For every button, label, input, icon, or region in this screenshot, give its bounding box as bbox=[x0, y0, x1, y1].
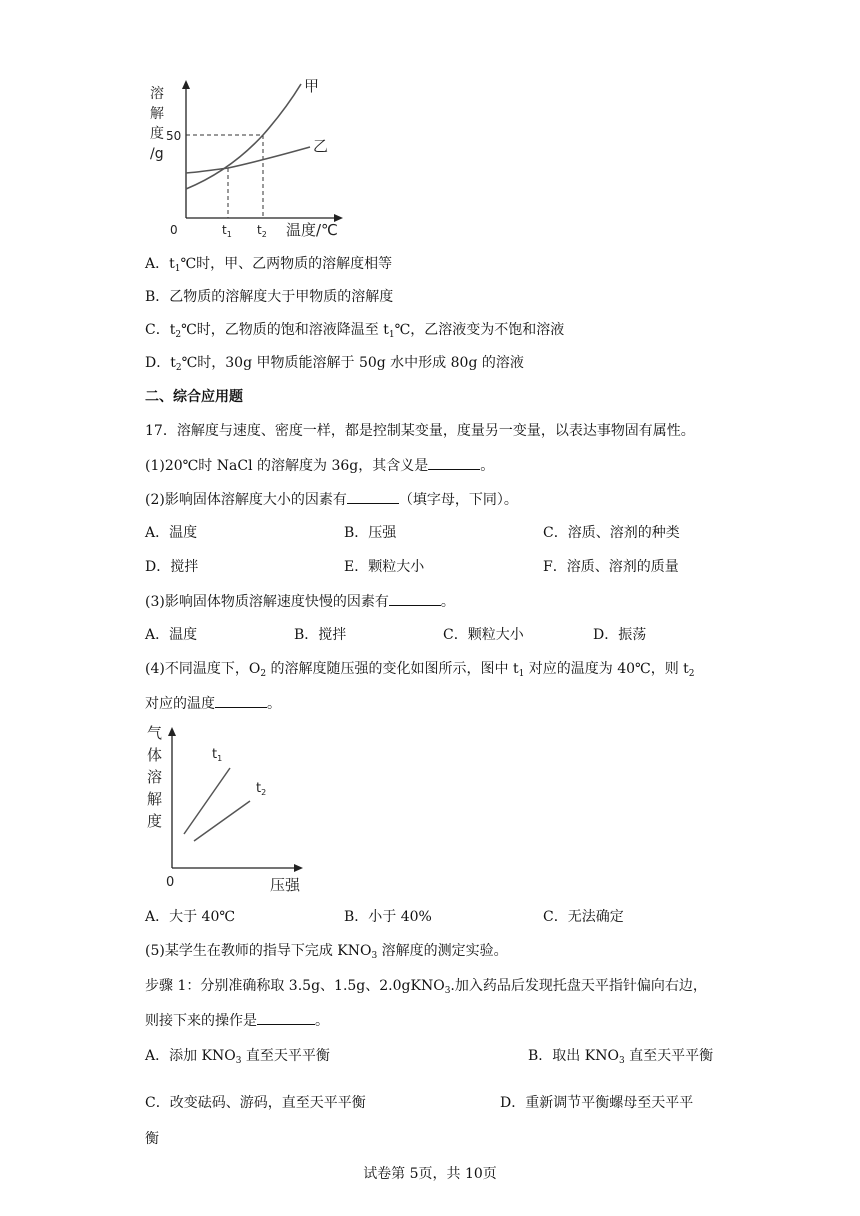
fig2-ylabel-char: 体 bbox=[147, 746, 163, 764]
q17-p5-option-a: A．添加 $KNO_3$ 直至天平平衡 bbox=[145, 1048, 330, 1066]
fig1-ylabel-char: /g bbox=[150, 146, 164, 162]
fig1-xtick-t1: $t_1$ bbox=[222, 223, 232, 239]
fig2-ylabel-char: 解 bbox=[147, 790, 163, 808]
q17-p4-option: C．无法确定 bbox=[543, 909, 624, 925]
q17-p4-option: B．小于 40% bbox=[344, 909, 432, 925]
q17-part2: (2)影响固体溶解度大小的因素有 （填字母，下同）。 bbox=[145, 489, 518, 510]
fig1-ylabel-char: 解 bbox=[150, 106, 164, 122]
line-t2-label: $t_2$ bbox=[256, 781, 267, 797]
q17-p3-option: B．搅拌 bbox=[294, 627, 347, 643]
fig1-ytick-50: 50 bbox=[166, 129, 182, 143]
q16-option-b: B．乙物质的溶解度大于甲物质的溶解度 bbox=[145, 289, 394, 305]
fig1-xtick-t2: $t_2$ bbox=[257, 223, 267, 239]
q17-p2-option: C．溶质、溶剂的种类 bbox=[543, 525, 680, 541]
curve-jia bbox=[186, 84, 301, 189]
q17-p3-option: A．温度 bbox=[145, 627, 198, 643]
fig1-ylabel-char: 溶 bbox=[150, 86, 164, 102]
q17-p3-option: D．振荡 bbox=[593, 627, 647, 643]
fig1-xlabel: 温度/℃ bbox=[286, 221, 338, 239]
fig2-ylabel bbox=[147, 724, 162, 830]
fig1-ylabel-char: 度 bbox=[150, 126, 164, 142]
q17-part5-step1: 步骤 1：分别准确称取 3.5g、1.5g、2.0gKNO$_3$.加入药品后发现托盘天平指针偏向右边， bbox=[145, 978, 707, 996]
q17-part4: (4)不同温度下，$O_2$ 的溶解度随压强的变化如图所示，图中 $t_1$ 对应的温度为 40℃，则 $t_2$ bbox=[145, 661, 695, 679]
q17-part5-title: (5)某学生在教师的指导下完成 $KNO_3$ 溶解度的测定实验。 bbox=[145, 943, 508, 961]
fig2-ylabel-char: 度 bbox=[147, 812, 163, 830]
q17-p2-option: E．颗粒大小 bbox=[344, 559, 425, 575]
q17-p2-option: B．压强 bbox=[344, 525, 397, 541]
fig2-x-arrow bbox=[294, 864, 303, 872]
page-footer: 试卷第 5页，共 10页 bbox=[363, 1166, 497, 1182]
q16-option-d: D．$t_2℃$时，30g 甲物质能溶解于 50g 水中形成 80g 的溶液 bbox=[145, 355, 524, 373]
answer-blank[interactable] bbox=[215, 693, 267, 708]
fig1-y-arrow bbox=[182, 80, 190, 89]
q17-stem: 17．溶解度与速度、密度一样，都是控制某变量，度量另一变量，以表达事物固有属性。 bbox=[145, 423, 695, 439]
curve-yi-label: 乙 bbox=[313, 137, 329, 155]
curve-jia-label: 甲 bbox=[304, 77, 320, 95]
fig2-ylabel-char: 气 bbox=[147, 724, 163, 742]
q17-part4-line2: 对应的温度 。 bbox=[145, 693, 281, 714]
q17-p5-option-b: B．取出 $KNO_3$ 直至天平平衡 bbox=[528, 1048, 714, 1066]
answer-blank[interactable] bbox=[389, 591, 441, 606]
q17-p4-option: A．大于 40℃ bbox=[145, 909, 236, 925]
q17-p5-option-d-wrap: 衡 bbox=[145, 1131, 159, 1147]
section-title: 二、综合应用题 bbox=[145, 389, 243, 405]
fig2-xlabel: 压强 bbox=[270, 876, 301, 894]
q17-p5-option-c: C．改变砝码、游码，直至天平平衡 bbox=[145, 1095, 366, 1111]
q17-p2-option: F．溶质、溶剂的质量 bbox=[543, 559, 679, 575]
fig2-ylabel-char: 溶 bbox=[147, 768, 163, 786]
q16-option-c: C．$t_2℃$时，乙物质的饱和溶液降温至 $t_1℃$，乙溶液变为不饱和溶液 bbox=[145, 322, 565, 340]
q17-p5-option-d: D．重新调节平衡螺母至天平平 bbox=[500, 1095, 694, 1111]
solubility-curve-figure bbox=[140, 72, 360, 242]
fig1-origin: 0 bbox=[170, 223, 178, 237]
fig1-ylabel bbox=[150, 85, 164, 162]
line-t1 bbox=[184, 768, 230, 834]
q17-part1: (1)20℃时 NaCl 的溶解度为 36g，其含义是 。 bbox=[145, 455, 494, 476]
q17-p2-option: A．温度 bbox=[145, 525, 198, 541]
answer-blank[interactable] bbox=[428, 455, 480, 470]
fig2-origin: 0 bbox=[166, 875, 175, 890]
gas-solubility-figure bbox=[140, 722, 320, 898]
q16-option-a: A．$t_1℃$时，甲、乙两物质的溶解度相等 bbox=[145, 256, 393, 274]
q17-p3-option: C．颗粒大小 bbox=[443, 627, 524, 643]
answer-blank[interactable] bbox=[347, 489, 399, 504]
answer-blank[interactable] bbox=[257, 1010, 315, 1025]
q17-part3: (3)影响固体物质溶解速度快慢的因素有 。 bbox=[145, 591, 455, 612]
fig2-y-arrow bbox=[168, 727, 176, 736]
line-t1-label: $t_1$ bbox=[212, 747, 223, 763]
q17-p2-option: D．搅拌 bbox=[145, 559, 199, 575]
q17-part5-step1-line2: 则接下来的操作是 。 bbox=[145, 1010, 329, 1031]
